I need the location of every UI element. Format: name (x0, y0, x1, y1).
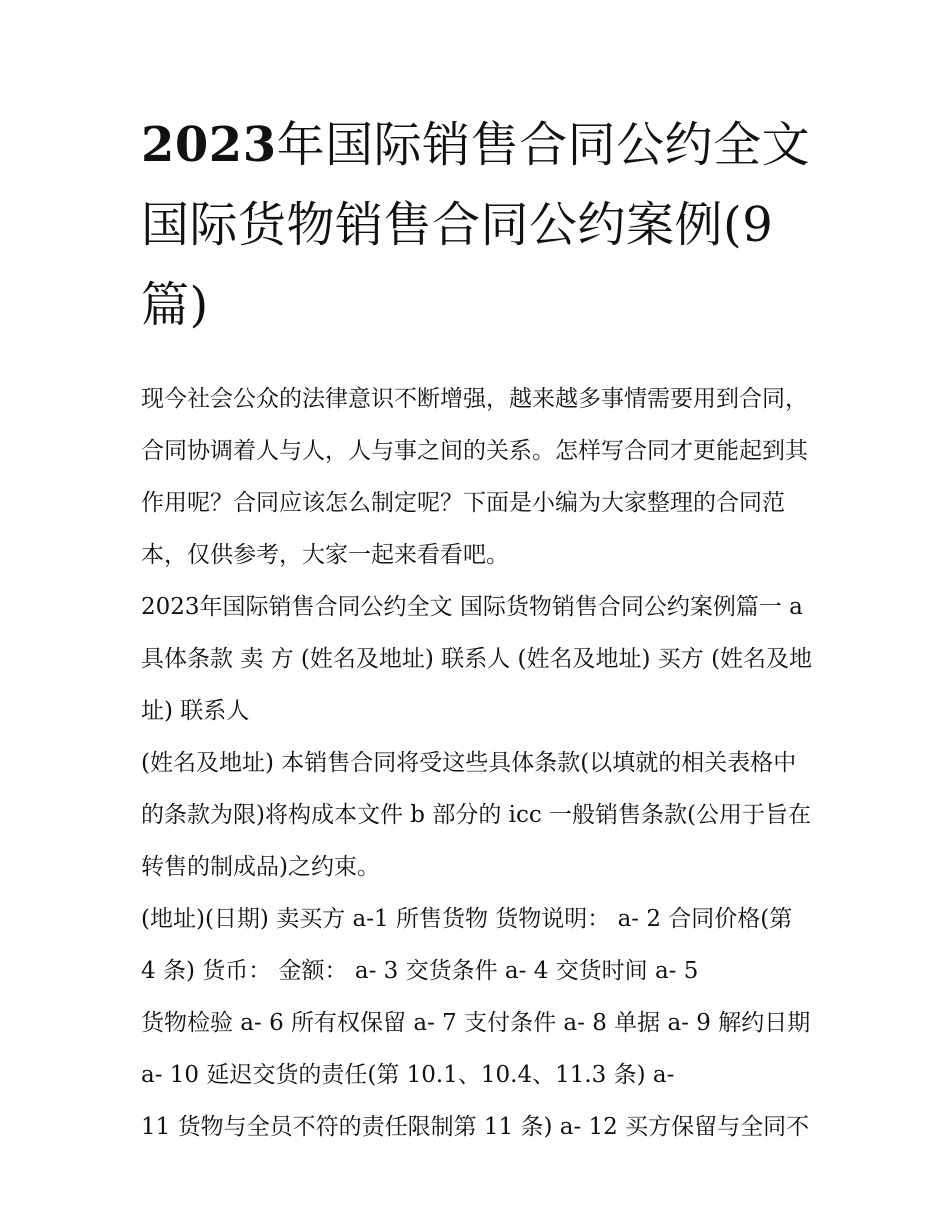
body-paragraph-5: 11 货物与全员不符的责任限制第 11 条) a- 12 买方保留与全同不 (141, 1114, 810, 1140)
document-title (141, 105, 814, 345)
intro-paragraph: 现今社会公众的法律意识不断增强，越来越多事情需要用到合同，合同协调着人与人，人与事之间的关系。怎样写合同才更能起到其作用呢？合同应该怎么制定呢？下面是小编为大家整理的合同范本，仅供参考，大家一起来看看吧。 (141, 386, 808, 568)
title-year: 2023 (141, 117, 277, 173)
title-text: 年国际销售合同公约全文 国际货物销售合同公约案例(9篇) (141, 117, 811, 333)
body-paragraph-2: (姓名及地址) 本销售合同将受这些具体条款(以填就的相关表格中的条款为限)将构成本文件 b 部分的 icc 一般销售条款(公用于旨在转售的制成品)之约束。 (141, 750, 812, 880)
body-paragraph-4: 货物检验 a- 6 所有权保留 a- 7 支付条件 a- 8 单据 a- 9 解约日期 a- 10 延迟交货的责任(第 10.1、10.4、11.3 条) a- (141, 1010, 811, 1088)
body-paragraph-3: (地址)(日期) 卖买方 a-1 所售货物 货物说明： a- 2 合同价格(第 4 条) 货币： 金额： a- 3 交货条件 a- 4 交货时间 a- 5 (141, 906, 793, 984)
body-paragraph-1: 2023年国际销售合同公约全文 国际货物销售合同公约案例篇一 a 具体条款 卖 方 (姓名及地址) 联系人 (姓名及地址) 买方 (姓名及地址) 联系人 (141, 594, 813, 724)
